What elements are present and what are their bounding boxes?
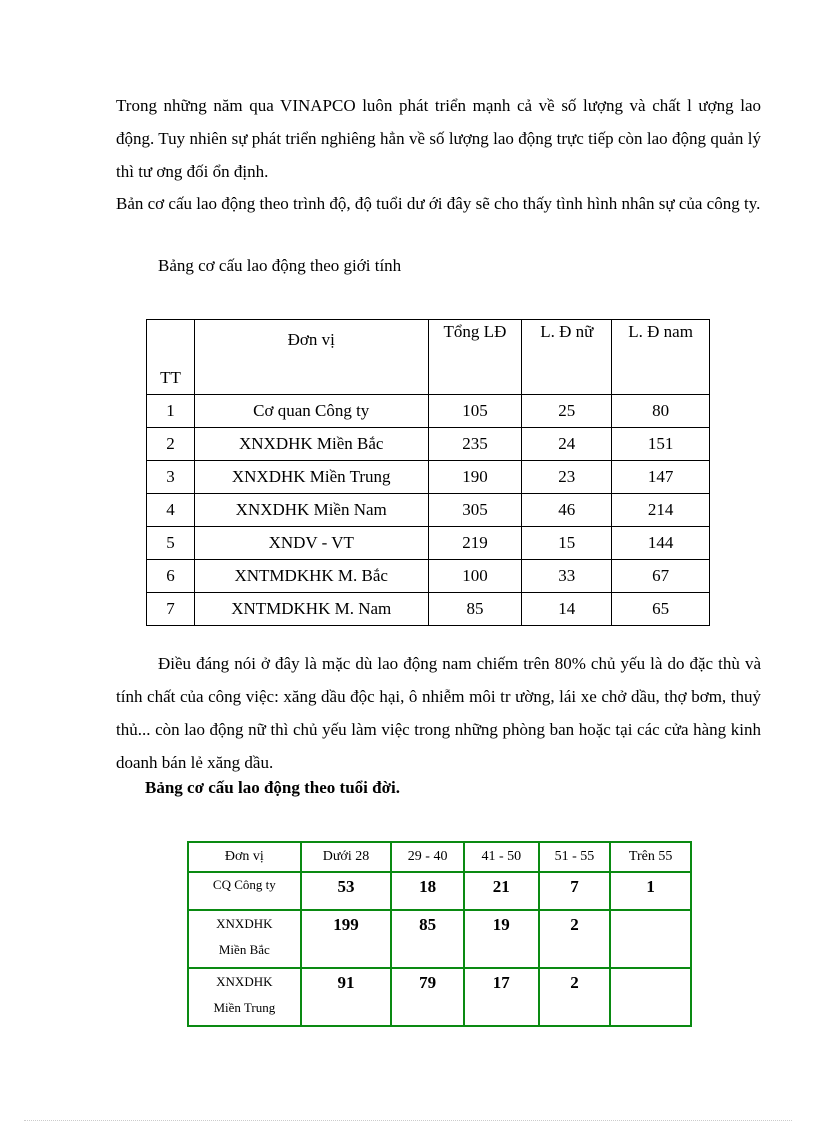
header-under-28: Dưới 28 (301, 842, 392, 872)
cell-total: 219 (428, 527, 522, 560)
table-row (188, 968, 691, 1026)
table-row (147, 560, 710, 593)
unit-line2: Miền Trung (213, 1000, 276, 1015)
cell-total: 105 (428, 395, 522, 428)
paragraph-intro: Trong những năm qua VINAPCO luôn phát triển mạnh cả về số lượng và chất l ượng lao động. Tuy nhiên sự phát triển nghiêng hẳn về số lượng lao động trực tiếp còn lao động quản lý thì tư ơng đối ổn định. (116, 96, 761, 181)
cell-female: 24 (522, 428, 612, 461)
paragraph-table-intro: Bản cơ cấu lao động theo trình độ, độ tuổi dư ới đây sẽ cho thấy tình hình nhân sự của công ty. (116, 194, 761, 213)
cell-total: 305 (428, 494, 522, 527)
header-unit: Đơn vị (188, 842, 301, 872)
gender-structure-table (146, 319, 710, 626)
header-tt: TT (147, 320, 195, 395)
header-female: L. Đ nữ (522, 320, 612, 395)
cell-tt: 5 (147, 527, 195, 560)
cell-value: 17 (464, 968, 539, 1026)
header-41-50: 41 - 50 (464, 842, 539, 872)
cell-unit: XNDV - VT (194, 527, 428, 560)
cell-tt: 6 (147, 560, 195, 593)
cell-value (610, 968, 691, 1026)
cell-total: 85 (428, 593, 522, 626)
cell-unit (188, 968, 301, 1026)
table-row (147, 494, 710, 527)
table-row (188, 872, 691, 910)
unit-line1: CQ Công ty (212, 877, 276, 892)
cell-unit: Cơ quan Công ty (194, 395, 428, 428)
table-row (147, 461, 710, 494)
cell-female: 46 (522, 494, 612, 527)
table-row (147, 428, 710, 461)
cell-total: 235 (428, 428, 522, 461)
table1-header-row (147, 320, 710, 395)
cell-value: 18 (391, 872, 464, 910)
header-over-55: Trên 55 (610, 842, 691, 872)
table1-caption: Bảng cơ cấu lao động theo giới tính (158, 256, 402, 275)
table-row (147, 593, 710, 626)
cell-value (610, 910, 691, 968)
cell-value: 85 (391, 910, 464, 968)
cell-unit (188, 872, 301, 910)
cell-male: 147 (612, 461, 710, 494)
cell-female: 23 (522, 461, 612, 494)
cell-value: 2 (539, 968, 611, 1026)
cell-unit: XNXDHK Miền Trung (194, 461, 428, 494)
cell-total: 100 (428, 560, 522, 593)
cell-male: 214 (612, 494, 710, 527)
table2-caption: Bảng cơ cấu lao động theo tuổi đời. (145, 778, 400, 797)
cell-unit (188, 910, 301, 968)
cell-value: 1 (610, 872, 691, 910)
cell-tt: 3 (147, 461, 195, 494)
cell-value: 7 (539, 872, 611, 910)
table-row (147, 395, 710, 428)
header-male: L. Đ nam (612, 320, 710, 395)
cell-value: 53 (301, 872, 392, 910)
table-row (188, 910, 691, 968)
cell-male: 151 (612, 428, 710, 461)
cell-value: 2 (539, 910, 611, 968)
unit-line2: Miền Bắc (218, 942, 270, 957)
cell-female: 33 (522, 560, 612, 593)
cell-male: 67 (612, 560, 710, 593)
cell-value: 79 (391, 968, 464, 1026)
cell-value: 199 (301, 910, 392, 968)
cell-male: 144 (612, 527, 710, 560)
cell-female: 15 (522, 527, 612, 560)
cell-unit: XNTMDKHK M. Bắc (194, 560, 428, 593)
table-row (147, 527, 710, 560)
cell-female: 14 (522, 593, 612, 626)
header-total: Tổng LĐ (428, 320, 522, 395)
cell-value: 19 (464, 910, 539, 968)
cell-value: 91 (301, 968, 392, 1026)
unit-line1: XNXDHK (216, 974, 273, 989)
age-structure-table (187, 841, 692, 1027)
cell-male: 80 (612, 395, 710, 428)
header-29-40: 29 - 40 (391, 842, 464, 872)
unit-line1: XNXDHK (216, 916, 273, 931)
cell-unit: XNXDHK Miền Bắc (194, 428, 428, 461)
cell-female: 25 (522, 395, 612, 428)
paragraph-gender-analysis: Điều đáng nói ở đây là mặc dù lao động nam chiếm trên 80% chủ yếu là do đặc thù và tính chất của công việc: xăng dầu độc hại, ô nhiễm môi tr ường, lái xe chở dầu, thợ bơm, thuỷ thủ... còn lao động nữ thì chủ yếu làm việc trong những phòng ban hoặc tại các cửa hàng kinh doanh bán lẻ xăng dầu. (116, 654, 761, 772)
cell-tt: 2 (147, 428, 195, 461)
cell-tt: 7 (147, 593, 195, 626)
page-bottom-divider (24, 1120, 792, 1121)
cell-male: 65 (612, 593, 710, 626)
cell-unit: XNXDHK Miền Nam (194, 494, 428, 527)
cell-value: 21 (464, 872, 539, 910)
cell-tt: 1 (147, 395, 195, 428)
cell-total: 190 (428, 461, 522, 494)
header-51-55: 51 - 55 (539, 842, 611, 872)
table2-header-row (188, 842, 691, 872)
cell-tt: 4 (147, 494, 195, 527)
header-unit: Đơn vị (194, 320, 428, 395)
cell-unit: XNTMDKHK M. Nam (194, 593, 428, 626)
